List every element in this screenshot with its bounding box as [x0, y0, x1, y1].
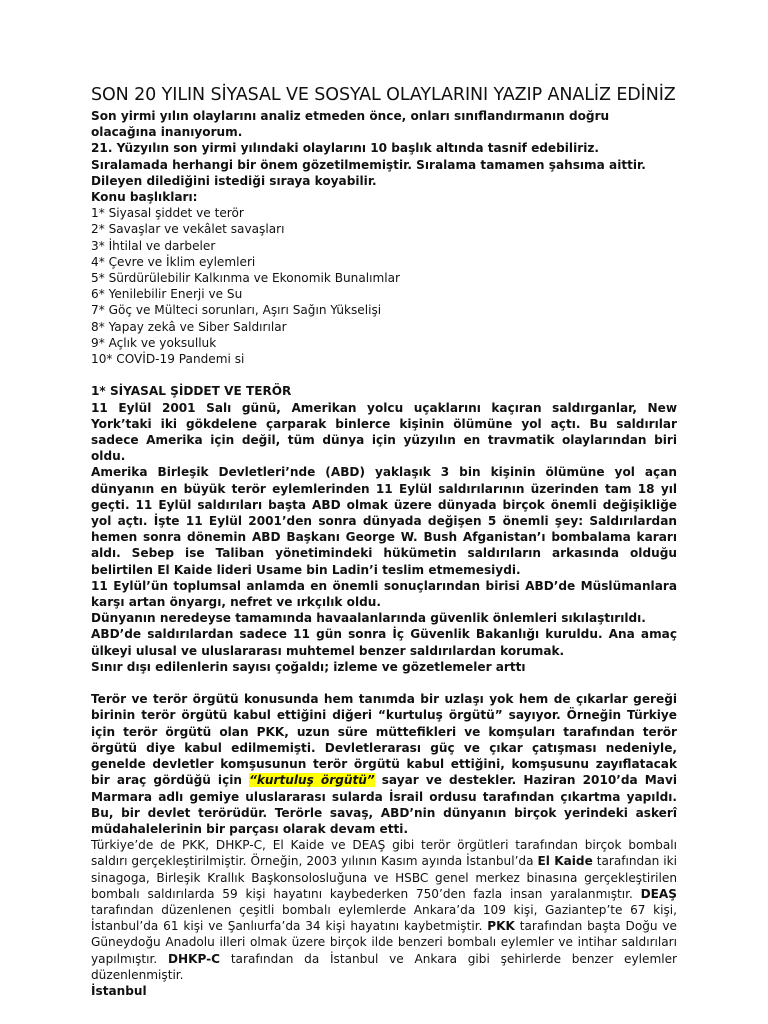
spacer — [91, 367, 677, 383]
terror-paragraph — [91, 691, 677, 837]
turkey-text: tarafından başta Doğu ve Güneydoğu Anadolu illeri olmak üzere birçok ilde benzeri bombalı eylemler ve intihar saldırıları yapılmıştır. — [91, 919, 678, 966]
topic-item: 5* Sürdürülebilir Kalkınma ve Ekonomik Bunalımlar — [91, 271, 400, 286]
section-paragraph: Sınır dışı edilenlerin sayısı çoğaldı; izleme ve gözetlemeler arttı — [91, 659, 526, 674]
document-page — [91, 84, 677, 999]
istanbul-heading: İstanbul — [91, 983, 147, 998]
section-paragraph: ABD’de saldırılardan sadece 11 gün sonra İç Güvenlik Bakanlığı kuruldu. Ana amaç ülkeyi ulusal ve uluslararası muhtemel benzer saldırılardan korumak. — [91, 627, 677, 658]
topic-item: 9* Açlık ve yoksulluk — [91, 335, 217, 350]
highlighted-phrase: “kurtuluş örgütü” — [249, 773, 375, 788]
section-paragraph: Amerika Birleşik Devletleri’nde (ABD) yaklaşık 3 bin kişinin ölümüne yol açan dünyanın en büyük terör eylemlerinden 11 Eylül saldırılarının üzerinden tam 18 yıl geçti. 11 Eylül saldırıları başta ABD olmak üzere dünyada birçok önemli değişikliğe yol açtı. İşte 11 Eylül 2001’den sonra dünyada değişen 5 önemli şey: Saldırılardan hemen sonra dönemin ABD Başkanı George W. Bush Afganistan’ı bombalama kararı aldı. Sebep ise Taliban yönetimindeki hükümetin saldırıların arkasında olduğu belirtilen El Kaide lideri Usame bin Ladin’i teslim etmemesiydi. — [91, 465, 677, 577]
terror-text-before: Terör ve terör örgütü konusunda hem tanımda bir uzlaşı yok hem de çıkarlar gereği birinin terör örgütü kabul ettiğini diğeri “kurtuluş örgütü” sayıyor. Örneğin Türkiye için terör örgütü olan PKK, uzun süre müttefikleri ve komşuları tarafından terör örgütü diye kabul edilmemişti. Devletlerarası güç ve çıkar çatışması nedeniyle, genelde devletler komşusunun terör örgütü kabul ettiğini, komşusunu zayıflatacak bir araç gördüğü için — [91, 692, 677, 788]
spacer — [91, 675, 677, 691]
topic-item: 3* İhtilal ve darbeler — [91, 238, 216, 253]
turkey-text: tarafından da İstanbul ve Ankara gibi şehirlerde benzer eylemler düzenlenmiştir. — [91, 951, 678, 982]
topics-heading: Konu başlıkları: — [91, 190, 198, 205]
document-title: SON 20 YILIN SİYASAL VE SOSYAL OLAYLARINI YAZIP ANALİZ EDİNİZ — [91, 85, 676, 105]
topic-item: 6* Yenilebilir Enerji ve Su — [91, 287, 243, 302]
section-paragraph: 11 Eylül 2001 Salı günü, Amerikan yolcu uçaklarını kaçıran saldırganlar, New York’taki iki gökdelene çarparak binlerce kişinin ölümüne yol açtı. Bu saldırılar sadece Amerika için değil, tüm dünya için yüzyılın en travmatik olaylarından biri oldu. — [91, 400, 677, 464]
topic-item: 1* Siyasal şiddet ve terör — [91, 206, 244, 221]
org-name: PKK — [487, 919, 515, 934]
org-name: DEAŞ — [640, 886, 677, 901]
org-name: DHKP-C — [167, 951, 221, 966]
topic-item: 8* Yapay zekâ ve Siber Saldırılar — [91, 319, 287, 334]
intro-line-1: Son yirmi yılın olaylarını analiz etmeden önce, onları sınıflandırmanın doğru olacağına inanıyorum. — [91, 109, 610, 140]
topic-item: 4* Çevre ve İklim eylemleri — [91, 254, 256, 269]
turkey-text: Türkiye’de de PKK, DHKP-C, El Kaide ve DEAŞ gibi terör örgütleri tarafından birçok bombalı saldırı gerçekleştirilmiştir. Örneğin, 2003 yılının Kasım ayında İstanbul’da — [91, 838, 677, 869]
turkey-text: tarafından iki sinagoga, Birleşik Krallık Başkonsolosluğuna ve HSBC genel merkez binasına gerçekleştirilen bombalı saldırılarda 59 kişi hayatını kaybederken 750’den fazla insan yaralanmıştır. — [91, 854, 678, 901]
terror-text-after: sayar ve destekler. Haziran 2010’da Mavi Marmara adlı gemiye uluslararası sularda İsrail ordusu tarafından çıkartma yapıldı. Bu, bir devlet terörüdür. Terörle savaş, ABD’nin dünyanın birçok yerindeki askerî müdahalelerinin bir parçası olarak devam etti. — [91, 773, 677, 836]
topic-item: 10* COVİD-19 Pandemi si — [91, 352, 245, 367]
turkey-text: tarafından düzenlenen çeşitli bombalı eylemlerde Ankara’da 109 kişi, Gaziantep’te 67 kişi, İstanbul’da 61 kişi ve Şanlıurfa’da 34 kişi hayatını kaybetmiştir. — [91, 902, 677, 934]
topic-item: 2* Savaşlar ve vekâlet savaşları — [91, 222, 285, 237]
section-heading: 1* SİYASAL ŞİDDET VE TERÖR — [91, 384, 292, 399]
turkey-paragraph — [91, 837, 677, 983]
topic-item: 7* Göç ve Mülteci sorunları, Aşırı Sağın Yükselişi — [91, 303, 382, 318]
section-paragraph: Dünyanın neredeyse tamamında havaalanlarında güvenlik önlemleri sıkılaştırıldı. — [91, 611, 646, 626]
topics-list — [91, 205, 677, 367]
section-paragraph: 11 Eylül’ün toplumsal anlamda en önemli sonuçlarından birisi ABD’de Müslümanlara karşı artan önyargı, nefret ve ırkçılık oldu. — [91, 578, 677, 610]
intro-line-2: 21. Yüzyılın son yirmi yılındaki olaylarını 10 başlık altında tasnif edebiliriz. Sıralamada herhangi bir önem gözetilmemiştir. Sıralama tamamen şahsıma aittir. Dileyen dilediğini istediği sıraya koyabilir. — [91, 141, 646, 188]
org-name: El Kaide — [537, 854, 593, 869]
